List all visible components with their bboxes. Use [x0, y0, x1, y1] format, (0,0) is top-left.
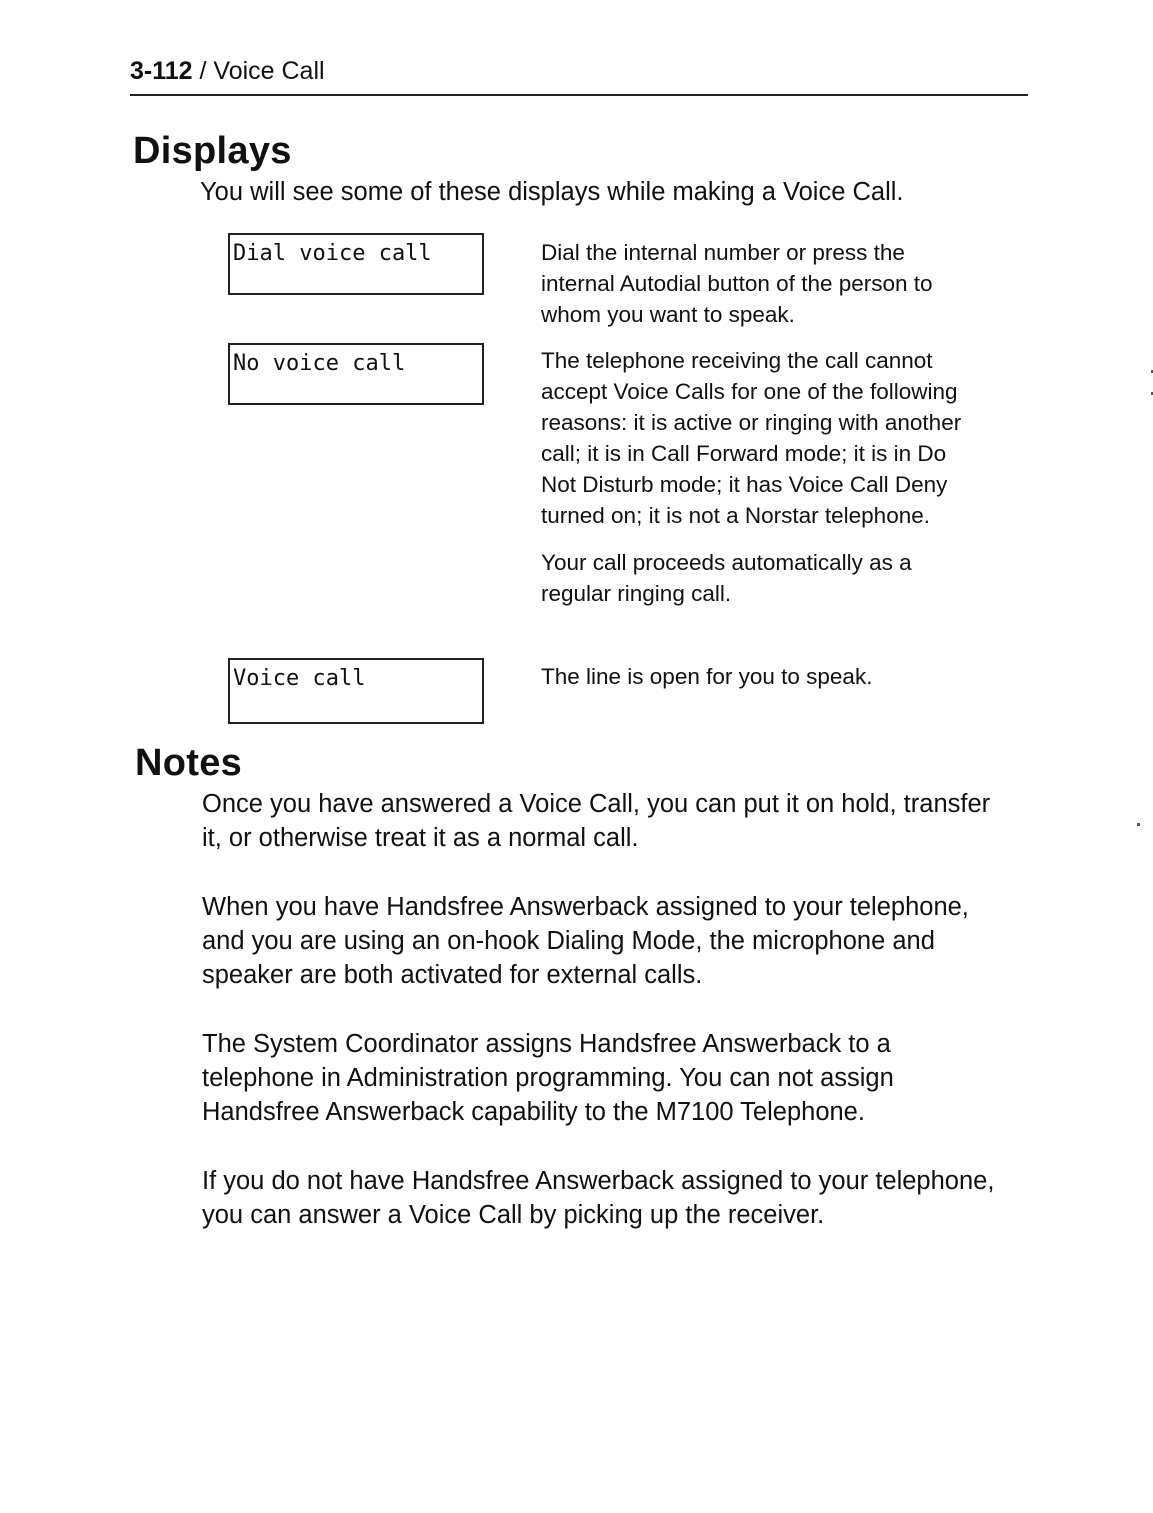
notes-body	[202, 787, 1002, 1267]
scan-speck	[1137, 823, 1140, 826]
page-header	[130, 54, 1028, 96]
description-paragraph: Dial the internal number or press the internal Autodial button of the person to whom you want to speak.	[541, 240, 933, 327]
notes-heading: Notes	[135, 742, 243, 784]
section-title: / Voice Call	[192, 57, 325, 85]
displays-intro: You will see some of these displays while making a Voice Call.	[200, 178, 904, 206]
lcd-display-no-voice-call: No voice call	[228, 343, 484, 405]
displays-heading: Displays	[133, 130, 292, 172]
description-paragraph: The telephone receiving the call cannot accept Voice Calls for one of the following reasons: it is active or ringing with another call; it is in Call Forward mode; it is in Do Not Disturb mode; it has Voice Call Deny turned on; it is not a Norstar telephone.	[541, 348, 962, 528]
page-number: 3-112	[130, 57, 193, 85]
display-description-no-voice-call	[541, 345, 981, 609]
description-paragraph: Your call proceeds automatically as a regular ringing call.	[541, 550, 912, 606]
display-description-voice-call	[541, 661, 981, 692]
notes-paragraph: If you do not have Handsfree Answerback assigned to your telephone, you can answer a Voice Call by picking up the receiver.	[202, 1167, 995, 1229]
notes-paragraph: Once you have answered a Voice Call, you can put it on hold, transfer it, or otherwise treat it as a normal call.	[202, 790, 991, 852]
lcd-display-dial-voice-call: Dial voice call	[228, 233, 484, 295]
description-paragraph: The line is open for you to speak.	[541, 664, 873, 689]
notes-paragraph: The System Coordinator assigns Handsfree Answerback to a telephone in Administration programming. You can not assign Handsfree Answerback capability to the M7100 Telephone.	[202, 1030, 894, 1126]
display-description-dial-voice-call	[541, 237, 981, 330]
notes-paragraph: When you have Handsfree Answerback assigned to your telephone, and you are using an on-hook Dialing Mode, the microphone and speaker are both activated for external calls.	[202, 893, 969, 989]
lcd-display-voice-call: Voice call	[228, 658, 484, 724]
